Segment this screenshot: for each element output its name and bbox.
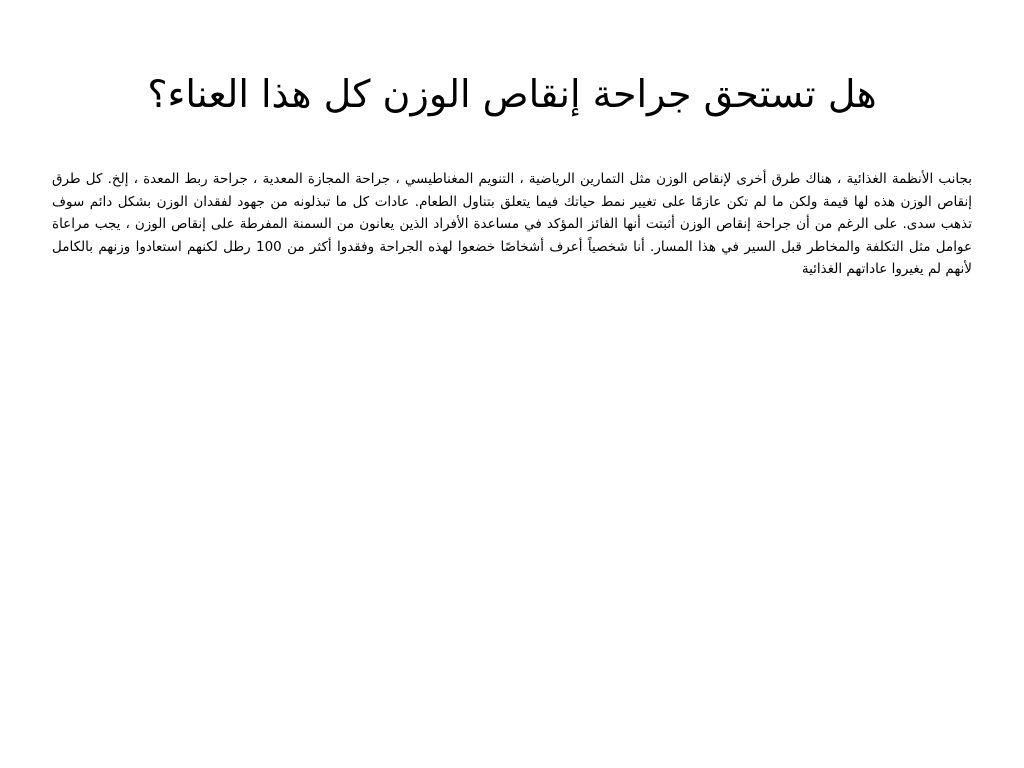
slide-title: هل تستحق جراحة إنقاص الوزن كل هذا العناء؟ (147, 72, 877, 116)
slide-body-text: بجانب الأنظمة الغذائية ، هناك طرق أخرى لإنقاص الوزن مثل التمارين الرياضية ، التنويم المغناطيسي ، جراحة المجازة المعدية ، جراحة ربط المعدة ، إلخ. كل طرق إنقاص الوزن هذه لها قيمة ولكن ما لم تكن عازمًا على تغيير نمط حياتك فيما يتعلق بتناول الطعام. عادات كل ما تبذلونه من جهود لفقدان الوزن بشكل دائم سوف تذهب سدى. على الرغم من أن جراحة إنقاص الوزن أثبتت أنها الفائز المؤكد في مساعدة الأفراد الذين يعانون من السمنة المفرطة على إنقاص الوزن ، يجب مراعاة عوامل مثل التكلفة والمخاطر قبل السير في هذا المسار. أنا شخصياً أعرف أشخاصًا خضعوا لهذه الجراحة وفقدوا أكثر من 100 رطل لكنهم استعادوا وزنهم بالكامل لأنهم لم يغيروا عاداتهم الغذائية (52, 171, 972, 278)
